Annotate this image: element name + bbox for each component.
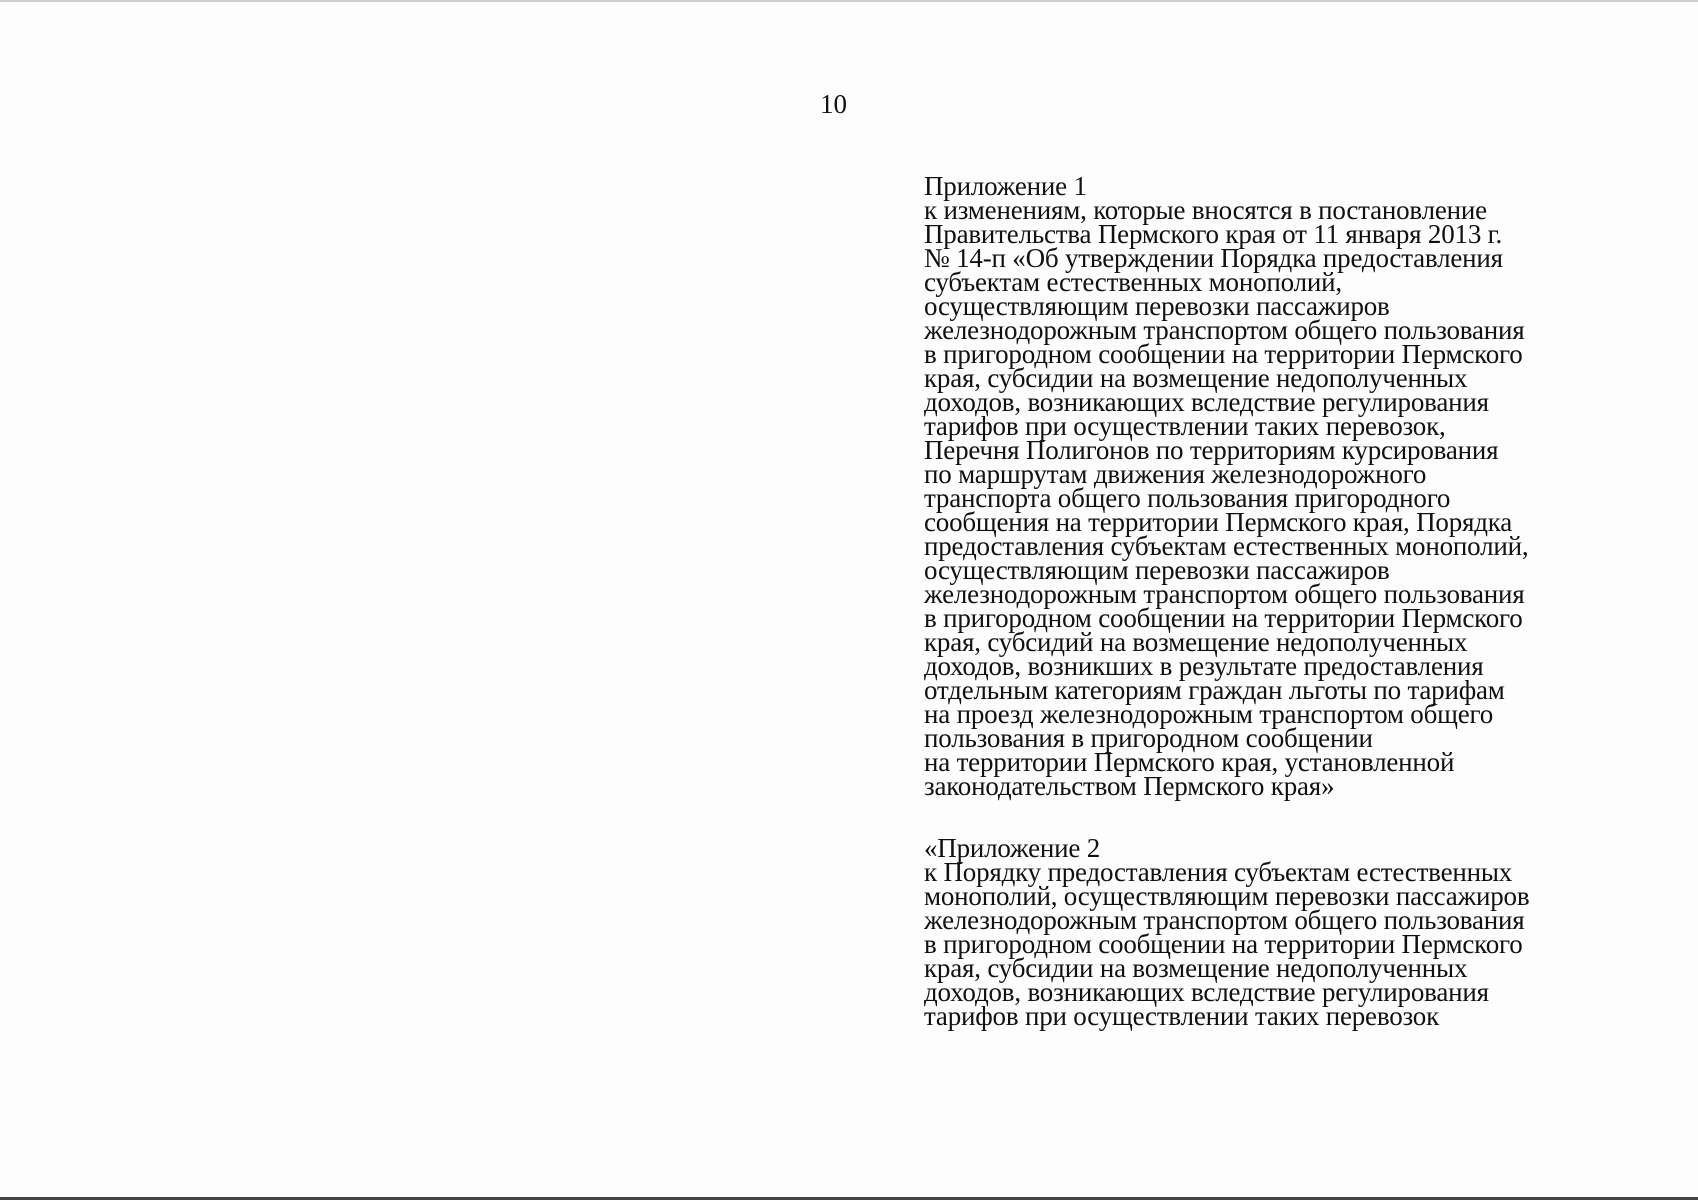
appendix-1-line: № 14-п «Об утверждении Порядка предоставления — [924, 243, 1503, 273]
appendix-1-line: края, субсидии на возмещение недополученных — [924, 363, 1468, 393]
appendix-1-line: Перечня Полигонов по территориям курсирования — [924, 435, 1499, 465]
appendix-1-line: тарифов при осуществлении таких перевозок, — [924, 411, 1446, 441]
appendix-2-line: доходов, возникающих вследствие регулирования — [924, 977, 1489, 1007]
appendix-2-line: к Порядку предоставления субъектам естественных — [924, 857, 1513, 887]
appendix-1-line: на проезд железнодорожным транспортом общего — [924, 699, 1494, 729]
appendix-1-line: в пригородном сообщении на территории Пермского — [924, 603, 1523, 633]
appendix-1-line: Приложение 1 — [924, 171, 1087, 201]
appendix-1-line: на территории Пермского края, установленной — [924, 747, 1455, 777]
appendix-1-line: края, субсидий на возмещение недополученных — [924, 627, 1468, 657]
appendix-1-header — [924, 171, 1684, 801]
appendix-1-line: субъектам естественных монополий, — [924, 267, 1342, 297]
appendix-1-line: железнодорожным транспортом общего пользования — [924, 579, 1525, 609]
appendix-1-line: Правительства Пермского края от 11 января 2013 г. — [924, 219, 1503, 249]
appendix-1-line: к изменениям, которые вносятся в постановление — [924, 195, 1487, 225]
appendix-1-line: доходов, возникших в результате предоставления — [924, 651, 1484, 681]
appendix-2-line: «Приложение 2 — [924, 833, 1101, 863]
appendix-1-line: железнодорожным транспортом общего пользования — [924, 315, 1525, 345]
appendix-1-line: законодательством Пермского края» — [924, 771, 1335, 801]
appendix-1-line: транспорта общего пользования пригородного — [924, 483, 1451, 513]
appendix-2-line: края, субсидии на возмещение недополученных — [924, 953, 1468, 983]
appendix-1-line: предоставления субъектам естественных монополий, — [924, 531, 1529, 561]
appendix-1-line: по маршрутам движения железнодорожного — [924, 459, 1427, 489]
page-number: 10 — [820, 89, 847, 119]
appendix-1-line: в пригородном сообщении на территории Пермского — [924, 339, 1523, 369]
appendix-1-line: сообщения на территории Пермского края, Порядка — [924, 507, 1513, 537]
appendix-1-line: осуществляющим перевозки пассажиров — [924, 555, 1390, 585]
appendix-2-header — [924, 833, 1684, 1031]
appendix-2-line: в пригородном сообщении на территории Пермского — [924, 929, 1523, 959]
appendix-2-line: монополий, осуществляющим перевозки пассажиров — [924, 881, 1530, 911]
appendix-1-line: осуществляющим перевозки пассажиров — [924, 291, 1390, 321]
appendix-2-line: тарифов при осуществлении таких перевозок — [924, 1001, 1440, 1031]
scan-top-edge — [0, 0, 1698, 2]
appendix-2-line: железнодорожным транспортом общего пользования — [924, 905, 1525, 935]
appendix-1-line: пользования в пригородном сообщении — [924, 723, 1373, 753]
appendix-1-line: отдельным категориям граждан льготы по тарифам — [924, 675, 1505, 705]
appendix-1-line: доходов, возникающих вследствие регулирования — [924, 387, 1489, 417]
